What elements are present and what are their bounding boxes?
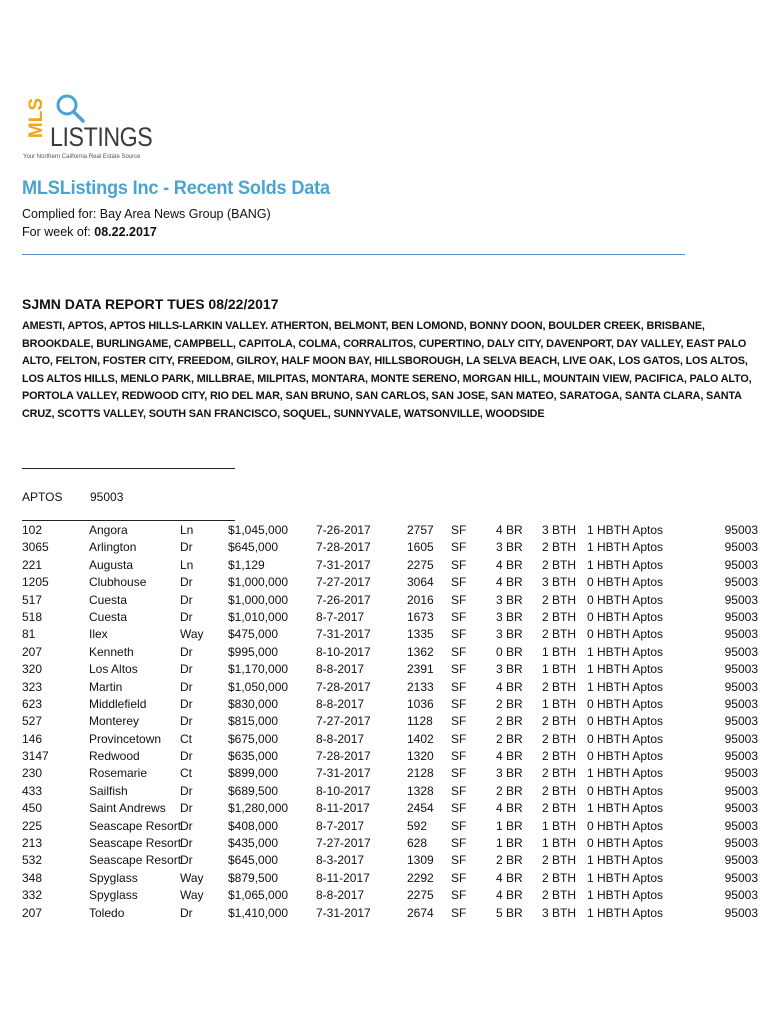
table-row: [0, 714, 768, 731]
property-type: SF: [451, 801, 467, 816]
sale-date: 8-7-2017: [316, 609, 365, 624]
bedrooms: 3 BR: [496, 766, 523, 781]
sale-date: 8-11-2017: [316, 801, 370, 816]
square-feet: 2275: [407, 888, 434, 903]
sale-date: 7-31-2017: [316, 627, 371, 642]
sale-date: 8-8-2017: [316, 662, 365, 677]
header-divider: [22, 254, 685, 255]
table-row: [0, 627, 768, 644]
street-type: Way: [180, 888, 204, 903]
street-name: Toledo: [89, 905, 125, 920]
table-row: [0, 575, 768, 592]
half-baths-city: 0 HBTH Aptos: [587, 592, 664, 607]
property-type: SF: [451, 818, 467, 833]
street-name: Cuesta: [89, 592, 128, 607]
solds-table: [0, 523, 768, 923]
sale-date: 7-27-2017: [316, 714, 371, 729]
street-type: Dr: [180, 783, 193, 798]
zip-code: 95003: [724, 609, 758, 624]
bathrooms: 1 BTH: [542, 818, 577, 833]
street-number: 320: [22, 662, 43, 677]
street-number: 450: [22, 801, 43, 816]
bedrooms: 3 BR: [496, 540, 523, 555]
bathrooms: 2 BTH: [542, 540, 577, 555]
sale-date: 8-7-2017: [316, 818, 365, 833]
mlslistings-logo: [22, 92, 152, 164]
table-row: [0, 819, 768, 836]
report-title: SJMN DATA REPORT TUES 08/22/2017: [22, 296, 279, 312]
table-row: [0, 766, 768, 783]
half-baths-city: 1 HBTH Aptos: [587, 644, 664, 659]
compiled-for: Complied for: Bay Area News Group (BANG): [22, 207, 271, 221]
zip-code: 95003: [724, 836, 758, 851]
bathrooms: 2 BTH: [542, 749, 577, 764]
bathrooms: 2 BTH: [542, 609, 577, 624]
bathrooms: 2 BTH: [542, 783, 577, 798]
street-name: Martin: [89, 679, 123, 694]
bedrooms: 3 BR: [496, 627, 523, 642]
sale-date: 8-8-2017: [316, 888, 365, 903]
half-baths-city: 0 HBTH Aptos: [587, 783, 664, 798]
bedrooms: 1 BR: [496, 836, 523, 851]
property-type: SF: [451, 609, 467, 624]
section-divider: [22, 468, 235, 469]
sale-price: $408,000: [228, 818, 279, 833]
zip-code: 95003: [724, 783, 758, 798]
street-type: Dr: [180, 540, 193, 555]
sale-price: $1,000,000: [228, 575, 289, 590]
sale-price: $1,129: [228, 557, 265, 572]
street-type: Way: [180, 870, 204, 885]
property-type: SF: [451, 696, 467, 711]
half-baths-city: 0 HBTH Aptos: [587, 609, 664, 624]
street-name: Redwood: [89, 749, 140, 764]
sale-price: $645,000: [228, 853, 279, 868]
sale-date: 7-28-2017: [316, 540, 371, 555]
street-name: Angora: [89, 523, 128, 537]
bedrooms: 4 BR: [496, 870, 523, 885]
zip-code: 95003: [724, 749, 758, 764]
sale-date: 7-26-2017: [316, 523, 371, 537]
street-number: 532: [22, 853, 43, 868]
table-row: [0, 853, 768, 870]
bedrooms: 3 BR: [496, 662, 523, 677]
bathrooms: 3 BTH: [542, 575, 577, 590]
bedrooms: 4 BR: [496, 523, 523, 537]
square-feet: 2674: [407, 905, 434, 920]
table-divider: [22, 520, 235, 521]
property-type: SF: [451, 749, 467, 764]
sale-price: $1,170,000: [228, 662, 289, 677]
street-number: 332: [22, 888, 43, 903]
street-type: Dr: [180, 818, 193, 833]
square-feet: 2454: [407, 801, 434, 816]
property-type: SF: [451, 853, 467, 868]
sale-date: 7-31-2017: [316, 557, 371, 572]
table-row: [0, 593, 768, 610]
street-type: Dr: [180, 696, 193, 711]
street-type: Ln: [180, 557, 194, 572]
bedrooms: 1 BR: [496, 818, 523, 833]
square-feet: 2757: [407, 523, 434, 537]
zip-code: 95003: [724, 523, 758, 537]
bedrooms: 2 BR: [496, 696, 523, 711]
street-name: Los Altos: [89, 662, 138, 677]
bathrooms: 1 BTH: [542, 662, 577, 677]
street-number: 3147: [22, 749, 49, 764]
property-type: SF: [451, 905, 467, 920]
street-number: 225: [22, 818, 43, 833]
sale-price: $675,000: [228, 731, 279, 746]
sale-price: $1,050,000: [228, 679, 289, 694]
street-type: Dr: [180, 575, 193, 590]
sale-price: $815,000: [228, 714, 279, 729]
sale-price: $1,000,000: [228, 592, 289, 607]
sale-price: $645,000: [228, 540, 279, 555]
zip-code: 95003: [724, 766, 758, 781]
bathrooms: 3 BTH: [542, 523, 577, 537]
street-type: Dr: [180, 801, 193, 816]
zip-code: 95003: [724, 557, 758, 572]
sale-price: $1,045,000: [228, 523, 289, 537]
table-row: [0, 784, 768, 801]
square-feet: 1673: [407, 609, 434, 624]
table-row: [0, 801, 768, 818]
property-type: SF: [451, 540, 467, 555]
property-type: SF: [451, 888, 467, 903]
document-title: MLSListings Inc - Recent Solds Data: [22, 177, 330, 199]
table-row: [0, 523, 768, 540]
property-type: SF: [451, 679, 467, 694]
bathrooms: 1 BTH: [542, 696, 577, 711]
bathrooms: 2 BTH: [542, 888, 577, 903]
bedrooms: 2 BR: [496, 853, 523, 868]
street-name: Seascape Resort: [89, 836, 182, 851]
zip-code: 95003: [724, 801, 758, 816]
bathrooms: 2 BTH: [542, 557, 577, 572]
table-row: [0, 697, 768, 714]
half-baths-city: 0 HBTH Aptos: [587, 627, 664, 642]
sale-price: $879,500: [228, 870, 279, 885]
table-row: [0, 732, 768, 749]
street-number: 221: [22, 557, 43, 572]
street-number: 3065: [22, 540, 49, 555]
street-number: 207: [22, 905, 43, 920]
sale-date: 7-31-2017: [316, 766, 371, 781]
street-name: Spyglass: [89, 870, 138, 885]
half-baths-city: 0 HBTH Aptos: [587, 731, 664, 746]
street-number: 623: [22, 696, 43, 711]
table-row: [0, 558, 768, 575]
street-name: Sailfish: [89, 783, 128, 798]
bedrooms: 4 BR: [496, 575, 523, 590]
table-row: [0, 540, 768, 557]
zip-code: 95003: [724, 818, 758, 833]
sale-price: $899,000: [228, 766, 279, 781]
street-type: Ln: [180, 523, 194, 537]
square-feet: 2133: [407, 679, 434, 694]
street-type: Dr: [180, 905, 193, 920]
property-type: SF: [451, 592, 467, 607]
zip-code: 95003: [724, 592, 758, 607]
area-zip: 95003: [90, 490, 124, 504]
sale-date: 7-28-2017: [316, 679, 371, 694]
week-of: [22, 225, 157, 239]
bathrooms: 3 BTH: [542, 905, 577, 920]
street-type: Dr: [180, 853, 193, 868]
sale-date: 8-3-2017: [316, 853, 365, 868]
half-baths-city: 0 HBTH Aptos: [587, 714, 664, 729]
bathrooms: 1 BTH: [542, 836, 577, 851]
street-number: 518: [22, 609, 43, 624]
zip-code: 95003: [724, 679, 758, 694]
sale-date: 7-27-2017: [316, 575, 371, 590]
street-number: 213: [22, 836, 43, 851]
sale-price: $1,065,000: [228, 888, 289, 903]
property-type: SF: [451, 714, 467, 729]
street-name: Rosemarie: [89, 766, 148, 781]
square-feet: 592: [407, 818, 428, 833]
bathrooms: 2 BTH: [542, 766, 577, 781]
half-baths-city: 1 HBTH Aptos: [587, 766, 664, 781]
property-type: SF: [451, 662, 467, 677]
bedrooms: 4 BR: [496, 679, 523, 694]
street-name: Arlington: [89, 540, 137, 555]
zip-code: 95003: [724, 888, 758, 903]
zip-code: 95003: [724, 627, 758, 642]
sale-date: 8-8-2017: [316, 731, 365, 746]
street-name: Saint Andrews: [89, 801, 166, 816]
bathrooms: 2 BTH: [542, 627, 577, 642]
square-feet: 1362: [407, 644, 434, 659]
sale-date: 7-26-2017: [316, 592, 371, 607]
street-name: Kenneth: [89, 644, 134, 659]
property-type: SF: [451, 870, 467, 885]
sale-date: 8-8-2017: [316, 696, 365, 711]
table-row: [0, 836, 768, 853]
street-name: Clubhouse: [89, 575, 147, 590]
logo-listings-text: LISTINGS: [50, 122, 153, 152]
square-feet: 628: [407, 836, 428, 851]
street-type: Dr: [180, 679, 193, 694]
square-feet: 1402: [407, 731, 434, 746]
bedrooms: 0 BR: [496, 644, 523, 659]
street-number: 1205: [22, 575, 49, 590]
sale-price: $1,010,000: [228, 609, 289, 624]
street-name: Middlefield: [89, 696, 147, 711]
property-type: SF: [451, 836, 467, 851]
street-number: 527: [22, 714, 43, 729]
half-baths-city: 1 HBTH Aptos: [587, 801, 664, 816]
sale-date: 7-27-2017: [316, 836, 371, 851]
zip-code: 95003: [724, 696, 758, 711]
bedrooms: 2 BR: [496, 783, 523, 798]
street-number: 348: [22, 870, 43, 885]
half-baths-city: 1 HBTH Aptos: [587, 679, 664, 694]
bathrooms: 2 BTH: [542, 714, 577, 729]
street-name: Spyglass: [89, 888, 138, 903]
street-type: Way: [180, 627, 204, 642]
table-row: [0, 749, 768, 766]
street-name: Augusta: [89, 557, 134, 572]
street-name: Seascape Resort: [89, 853, 182, 868]
sale-price: $995,000: [228, 644, 279, 659]
property-type: SF: [451, 575, 467, 590]
zip-code: 95003: [724, 714, 758, 729]
square-feet: 1605: [407, 540, 434, 555]
bedrooms: 4 BR: [496, 888, 523, 903]
bathrooms: 2 BTH: [542, 801, 577, 816]
bathrooms: 2 BTH: [542, 870, 577, 885]
half-baths-city: 1 HBTH Aptos: [587, 905, 664, 920]
table-row: [0, 610, 768, 627]
square-feet: 1036: [407, 696, 434, 711]
half-baths-city: 1 HBTH Aptos: [587, 540, 664, 555]
zip-code: 95003: [724, 870, 758, 885]
street-number: 207: [22, 644, 43, 659]
half-baths-city: 1 HBTH Aptos: [587, 662, 664, 677]
bedrooms: 4 BR: [496, 557, 523, 572]
property-type: SF: [451, 731, 467, 746]
bedrooms: 4 BR: [496, 749, 523, 764]
table-row: [0, 871, 768, 888]
sale-date: 7-31-2017: [316, 905, 371, 920]
property-type: SF: [451, 627, 467, 642]
half-baths-city: 1 HBTH Aptos: [587, 557, 664, 572]
street-type: Ct: [180, 766, 192, 781]
half-baths-city: 1 HBTH Aptos: [587, 523, 664, 537]
street-type: Ct: [180, 731, 192, 746]
half-baths-city: 0 HBTH Aptos: [587, 836, 664, 851]
bedrooms: 3 BR: [496, 609, 523, 624]
street-type: Dr: [180, 609, 193, 624]
square-feet: 1328: [407, 783, 434, 798]
sale-date: 8-10-2017: [316, 644, 371, 659]
street-number: 102: [22, 523, 43, 537]
square-feet: 2275: [407, 557, 434, 572]
property-type: SF: [451, 523, 467, 537]
zip-code: 95003: [724, 575, 758, 590]
logo-tagline: Your Northern California Real Estate Source: [23, 154, 141, 160]
property-type: SF: [451, 644, 467, 659]
bathrooms: 2 BTH: [542, 592, 577, 607]
half-baths-city: 0 HBTH Aptos: [587, 696, 664, 711]
zip-code: 95003: [724, 662, 758, 677]
bedrooms: 5 BR: [496, 905, 523, 920]
half-baths-city: 0 HBTH Aptos: [587, 575, 664, 590]
bathrooms: 1 BTH: [542, 644, 577, 659]
sale-date: 8-10-2017: [316, 783, 371, 798]
bathrooms: 2 BTH: [542, 853, 577, 868]
half-baths-city: 1 HBTH Aptos: [587, 853, 664, 868]
sale-price: $475,000: [228, 627, 279, 642]
table-row: [0, 888, 768, 905]
table-row: [0, 662, 768, 679]
square-feet: 1128: [407, 714, 433, 729]
street-name: Provincetown: [89, 731, 162, 746]
half-baths-city: 0 HBTH Aptos: [587, 749, 664, 764]
street-type: Dr: [180, 714, 193, 729]
bedrooms: 2 BR: [496, 731, 523, 746]
sale-price: $1,280,000: [228, 801, 289, 816]
sale-date: 8-11-2017: [316, 870, 370, 885]
bathrooms: 2 BTH: [542, 731, 577, 746]
property-type: SF: [451, 557, 467, 572]
sale-price: $830,000: [228, 696, 279, 711]
property-type: SF: [451, 783, 467, 798]
sale-date: 7-28-2017: [316, 749, 371, 764]
street-name: Monterey: [89, 714, 140, 729]
street-name: Ilex: [89, 627, 108, 642]
bedrooms: 2 BR: [496, 714, 523, 729]
table-row: [0, 906, 768, 923]
half-baths-city: 1 HBTH Aptos: [587, 870, 664, 885]
square-feet: 2128: [407, 766, 434, 781]
bedrooms: 3 BR: [496, 592, 523, 607]
square-feet: 1320: [407, 749, 434, 764]
bedrooms: 4 BR: [496, 801, 523, 816]
zip-code: 95003: [724, 644, 758, 659]
bathrooms: 2 BTH: [542, 679, 577, 694]
table-row: [0, 680, 768, 697]
sale-price: $1,410,000: [228, 905, 289, 920]
street-number: 81: [22, 627, 36, 642]
half-baths-city: 0 HBTH Aptos: [587, 818, 664, 833]
square-feet: 2292: [407, 870, 434, 885]
area-city: APTOS: [22, 490, 63, 504]
square-feet: 1309: [407, 853, 434, 868]
week-of-value: 08.22.2017: [94, 225, 157, 239]
street-number: 433: [22, 783, 43, 798]
street-number: 146: [22, 731, 43, 746]
street-type: Dr: [180, 836, 193, 851]
street-type: Dr: [180, 662, 193, 677]
street-name: Cuesta: [89, 609, 128, 624]
street-type: Dr: [180, 644, 193, 659]
square-feet: 2391: [407, 662, 434, 677]
street-number: 323: [22, 679, 43, 694]
square-feet: 1335: [407, 627, 434, 642]
sale-price: $435,000: [228, 836, 279, 851]
square-feet: 2016: [407, 592, 434, 607]
logo-mls-text: MLS: [26, 98, 47, 139]
street-number: 230: [22, 766, 43, 781]
table-row: [0, 645, 768, 662]
week-of-label: For week of:: [22, 225, 91, 239]
street-number: 517: [22, 592, 43, 607]
square-feet: 3064: [407, 575, 434, 590]
street-type: Dr: [180, 749, 193, 764]
city-list: AMESTI, APTOS, APTOS HILLS-LARKIN VALLEY. ATHERTON, BELMONT, BEN LOMOND, BONNY DOON, BOULDER CREEK, BRISBANE, BROOKDALE, BURLINGAME, CAMPBELL, CAPITOLA, COLMA, CORRALITOS, CUPERTINO, DALY CITY, DAVENPORT, DAY VALLEY, EAST PALO ALTO, FELTON, FOSTER CITY, FREEDOM, GILROY, HALF MOON BAY, HILLSBOROUGH, LA SELVA BEACH, LIVE OAK, LOS GATOS, LOS ALTOS, LOS ALTOS HILLS, MENLO PARK, MILLBRAE, MILPITAS, MONTARA, MONTE SERENO, MORGAN HILL, MOUNTAIN VIEW, PACIFICA, PALO ALTO, PORTOLA VALLEY, REDWOOD CITY, RIO DEL MAR, SAN BRUNO, SAN CARLOS, SAN JOSE, SAN MATEO, SARATOGA, SANTA CLARA, SANTA CRUZ, SCOTTS VALLEY, SOUTH SAN FRANCISCO, SOQUEL, SUNNYVALE, WATSONVILLE, WOODSIDE: [22, 320, 752, 420]
zip-code: 95003: [724, 853, 758, 868]
zip-code: 95003: [724, 731, 758, 746]
zip-code: 95003: [724, 905, 758, 920]
street-type: Dr: [180, 592, 193, 607]
sale-price: $689,500: [228, 783, 279, 798]
sale-price: $635,000: [228, 749, 279, 764]
zip-code: 95003: [724, 540, 758, 555]
property-type: SF: [451, 766, 467, 781]
half-baths-city: 1 HBTH Aptos: [587, 888, 664, 903]
street-name: Seascape Resort: [89, 818, 182, 833]
